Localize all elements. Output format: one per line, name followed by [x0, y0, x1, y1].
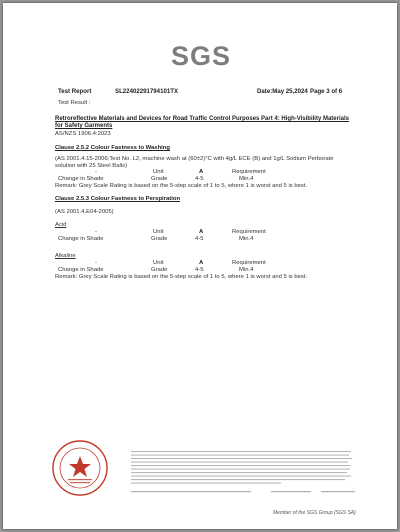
perspiration-heading: Clause 2.5.3 Colour Fastness to Perspiration	[55, 196, 181, 202]
acid-row-requirement: Min.4	[239, 236, 254, 242]
acid-header-unit: Unit	[153, 229, 164, 235]
alkaline-header-dash: -	[95, 260, 97, 266]
standard-title	[55, 116, 355, 130]
alkaline-row-value: 4-5	[195, 267, 204, 273]
acid-header-requirement: Requirement	[232, 229, 266, 235]
title-line-1: Retroreflective Materials and Devices for Road Traffic Control Purposes Part 4: High-Visibility Materials	[55, 116, 349, 122]
acid-header-sample: A	[199, 229, 204, 235]
washing-row-value: 4-5	[195, 176, 204, 182]
footer-fine-print	[131, 451, 353, 487]
washing-header-sample: A	[199, 169, 204, 175]
stamp-star-icon	[69, 456, 91, 477]
washing-remark: Remark: Grey Scale Rating is based on the 5-step scale of 1 to 5, where 1 is worst and 5 is best.	[55, 183, 308, 189]
sgs-group-membership: Member of the SGS Group (SGS SA)	[273, 510, 356, 516]
alkaline-header-requirement: Requirement	[232, 260, 266, 266]
washing-row-requirement: Min.4	[239, 176, 254, 182]
page-number: Page 3 of 6	[310, 88, 343, 95]
alkaline-label: Alkaline	[55, 253, 76, 259]
footer-address-bar	[131, 490, 356, 496]
standard-code: AS/NZS 1906.4:2023	[55, 131, 111, 137]
company-stamp	[51, 439, 109, 497]
alkaline-row-item: Change in Shade	[58, 267, 104, 273]
washing-header-unit: Unit	[153, 169, 164, 175]
acid-header-dash: -	[95, 229, 97, 235]
washing-method-line-1: (AS 2001.4.15-2006;Test No. L2, machine wash at (60±2)°C with 4g/L ECE (B) and 1g/L Sodium Perborate	[55, 156, 334, 162]
alkaline-header-sample: A	[199, 260, 204, 266]
test-result-label: Test Result :	[58, 100, 91, 106]
report-number: SL22402291794101TX	[115, 88, 179, 95]
washing-row-item: Change in Shade	[58, 176, 104, 182]
washing-header-requirement: Requirement	[232, 169, 266, 175]
washing-heading: Clause 2.5.2 Colour Fastness to Washing	[55, 145, 171, 151]
title-line-2: for Safety Garments	[55, 123, 113, 129]
washing-header-dash: -	[95, 169, 97, 175]
washing-row-unit: Grade	[151, 176, 168, 182]
stamp-text-line	[68, 479, 92, 480]
alkaline-row-requirement: Min.4	[239, 267, 254, 273]
report-date: Date:May 25,2024	[257, 88, 308, 95]
washing-method-line-2: solution with 25 Steel Balls)	[55, 163, 128, 169]
document-frame	[3, 3, 397, 529]
acid-row-value: 4-5	[195, 236, 204, 242]
test-report-label: Test Report	[58, 88, 92, 95]
acid-row-unit: Grade	[151, 236, 168, 242]
stamp-text-line	[70, 482, 90, 483]
sgs-logo: SGS	[170, 41, 232, 71]
alkaline-header-unit: Unit	[153, 260, 164, 266]
acid-label: Acid	[55, 222, 67, 228]
acid-row-item: Change in Shade	[58, 236, 104, 242]
perspiration-remark: Remark: Grey Scale Rating is based on the 5-step scale of 1 to 5, where 1 is worst and 5 is best.	[55, 274, 308, 280]
alkaline-row-unit: Grade	[151, 267, 168, 273]
report-page	[3, 3, 397, 529]
perspiration-method: (AS 2001.4.E04-2005)	[55, 209, 114, 215]
